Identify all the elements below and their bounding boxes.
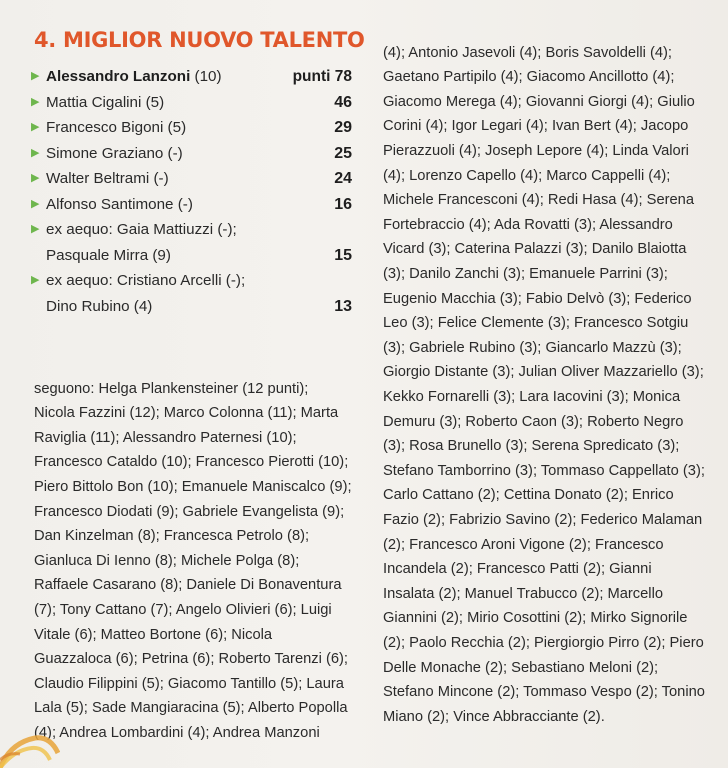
ranking-item-7	[31, 217, 352, 268]
triangle-right-icon: ▶	[31, 70, 40, 82]
triangle-right-icon: ▶	[31, 197, 40, 210]
winner-extra: (10)	[190, 68, 222, 85]
ranking-name: Mattia Cigalini (5)	[46, 93, 165, 111]
ranking-score: 13	[334, 297, 352, 315]
ranking-name: Simone Graziano (-)	[46, 144, 183, 162]
ranking-score: 24	[334, 170, 352, 187]
triangle-right-icon: ▶	[31, 223, 40, 235]
decorative-swirl-icon	[0, 708, 60, 768]
left-column	[31, 28, 365, 319]
winner-name: Alessandro Lanzoni	[46, 68, 191, 85]
ranking-name: Francesco Bigoni (5)	[46, 119, 187, 136]
triangle-right-icon: ▶	[31, 95, 40, 108]
ranking-name-line2: Pasquale Mirra (9)	[46, 246, 171, 264]
triangle-right-icon: ▶	[31, 274, 40, 286]
ranking-name-line2: Dino Rubino (4)	[46, 297, 153, 315]
winner-score: punti 78	[292, 68, 352, 85]
ranking-score: 46	[334, 93, 352, 111]
others-list-right: (4); Antonio Jasevoli (4); Boris Savoldelli (4); Gaetano Partipilo (4); Giacomo Ancillotto (4); Giacomo Merega (4); Giovanni Giorgi (4); Giulio Corini (4); Igor Legari (4); Ivan Bert (4); Jacopo Pierazzuoli (4); Joseph Lepore (4); Linda Valori (4); Lorenzo Capello (4); Marco Cappelli (4); Michele Francesconi (4); Redi Hasa (4); Serena Fortebraccio (4); Ada Rovatti (3); Alessandro Vicard (3); Caterina Palazzi (3); Danilo Blaiotta (3); Danilo Zanchi (3); Emanuele Parrini (3); Eugenio Macchia (3); Fabio Delvò (3); Federico Leo (3); Felice Clemente (3); Francesco Sotgiu (3); Gabriele Rubino (3); Giancarlo Mazzù (3); Giorgio Distante (3); Julian Oliver Mazzariello (3); Kekko Fornarelli (3); Lara Iacovini (3); Monica Demuru (3); Roberto Caon (3); Roberto Negro (3); Rosa Brunello (3); Serena Spredicato (3); Stefano Tamborrino (3); Tommaso Cappellato (3); Carlo Cattano (2); Cettina Donato (2); Enrico Fazio (2); Fabrizio Savino (2); Federico Malaman (2); Francesco Aroni Vigone (2); Francesco Incandela (2); Francesco Patti (2); Gianni Insalata (2); Manuel Trabucco (2); Marcello Giannini (2); Mirio Cosottini (2); Mirko Signorile (2); Paolo Recchia (2); Piergiorgio Pirro (2); Piero Delle Monache (2); Sebastiano Meloni (2); Stefano Mincone (2); Tommaso Vespo (2); Tonino Miano (2); Vince Abbracciante (2).	[383, 44, 705, 725]
section-title: 4. MIGLIOR NUOVO TALENTO	[34, 28, 365, 52]
ranking-item-8	[31, 268, 352, 319]
ranking-name: Walter Beltrami (-)	[46, 170, 169, 187]
ranking-item-5	[31, 166, 352, 192]
ranking-item-2	[31, 90, 352, 116]
ranking-name-line1: ex aequo: Cristiano Arcelli (-);	[46, 272, 246, 289]
ranking-name-line1: ex aequo: Gaia Mattiuzzi (-);	[46, 221, 237, 238]
ranking-score: 25	[334, 144, 352, 162]
ranking-list	[31, 64, 352, 319]
triangle-right-icon: ▶	[31, 121, 40, 133]
ranking-score: 15	[334, 246, 352, 264]
ranking-score: 29	[334, 119, 352, 136]
triangle-right-icon: ▶	[31, 172, 40, 184]
ranking-item-4	[31, 141, 352, 167]
others-list-left: seguono: Helga Plankensteiner (12 punti); Nicola Fazzini (12); Marco Colonna (11); Marta Raviglia (11); Alessandro Paternesi (10); Francesco Cataldo (10); Francesco Pierotti (10); Piero Bittolo Bon (10); Emanuele Maniscalco (9); Francesco Diodati (9); Gabriele Evangelista (9); Dan Kinzelman (8); Francesca Petrolo (8); Gianluca Di Ienno (8); Michele Polga (8); Raffaele Casarano (8); Daniele Di Bonaventura (7); Tony Cattano (7); Angelo Olivieri (6); Luigi Vitale (6); Matteo Bortone (6); Nicola Guazzaloca (6); Petrina (6); Roberto Tarenzi (6); Claudio Filippini (5); Giacomo Tantillo (5); Laura Lala (5); Sade Mangiaracina (5); Alberto Popolla (4); Andrea Lombardini (4); Andrea Manzoni	[34, 380, 352, 741]
triangle-right-icon: ▶	[31, 146, 40, 159]
ranking-item-6	[31, 192, 352, 218]
ranking-item-3	[31, 115, 352, 141]
ranking-item-1	[31, 64, 352, 90]
ranking-score: 16	[334, 195, 352, 213]
ranking-name: Alfonso Santimone (-)	[46, 195, 193, 213]
